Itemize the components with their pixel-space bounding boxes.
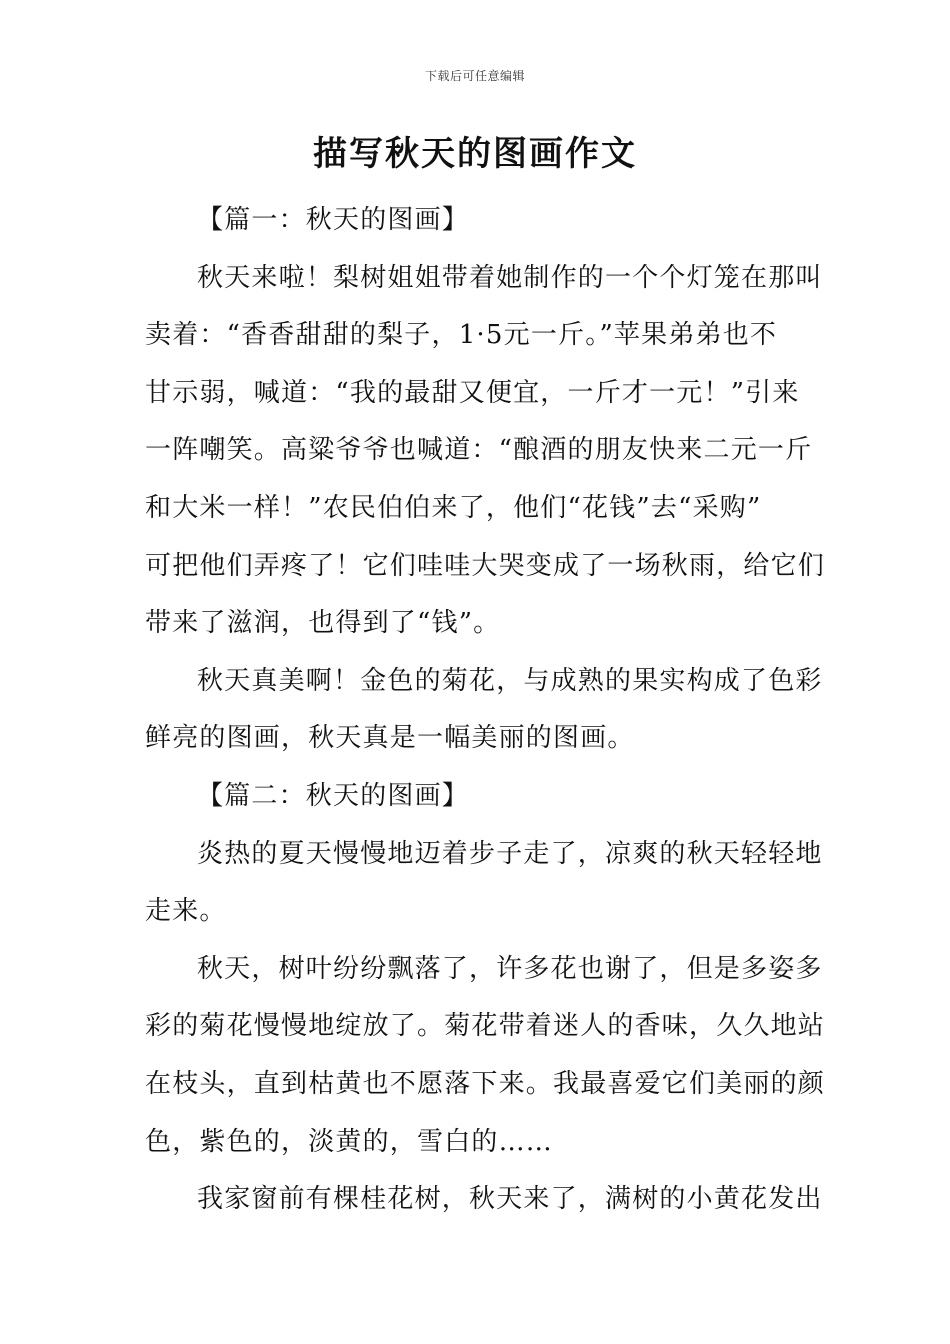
header-note: 下载后可任意编辑 [424, 69, 525, 83]
paragraph-line: 彩的菊花慢慢地绽放了。菊花带着迷人的香味，久久地站 [145, 1011, 826, 1042]
paragraph-line: 走来。 [145, 896, 227, 927]
paragraph-line: 鲜亮的图画，秋天真是一幅美丽的图画。 [145, 723, 635, 754]
paragraph-line: 我家窗前有棵桂花树，秋天来了，满树的小黄花发出 [197, 1184, 823, 1215]
paragraph-line: 带来了滋润，也得到了“钱”。 [145, 608, 501, 639]
paragraph-line: 和大米一样！”农民伯伯来了，他们“花钱”去“采购” [145, 492, 762, 523]
document-body [145, 192, 826, 1229]
paragraph-line: 在枝头，直到枯黄也不愿落下来。我最喜爱它们美丽的颜 [145, 1068, 826, 1099]
paragraph-line: 可把他们弄疼了！它们哇哇大哭变成了一场秋雨，给它们 [145, 550, 826, 581]
paragraph-line: 卖着：“香香甜甜的梨子，1·5元一斤。”苹果弟弟也不 [145, 320, 778, 351]
section-heading: 【篇一：秋天的图画】 [197, 205, 470, 235]
paragraph-line: 秋天真美啊！金色的菊花，与成熟的果实构成了色彩 [197, 665, 823, 696]
document-title: 描写秋天的图画作文 [313, 134, 637, 174]
section-heading: 【篇二：秋天的图画】 [197, 780, 470, 811]
paragraph-line: 一阵嘲笑。高粱爷爷也喊道：“酿酒的朋友快来二元一斤 [145, 435, 813, 466]
paragraph-line: 色，紫色的，淡黄的，雪白的…… [145, 1126, 554, 1157]
paragraph-line: 甘示弱，喊道：“我的最甜又便宜，一斤才一元！”引来 [145, 377, 800, 408]
paragraph-line: 炎热的夏天慢慢地迈着步子走了，凉爽的秋天轻轻地 [197, 838, 823, 869]
paragraph-line: 秋天来啦！梨树姐姐带着她制作的一个个灯笼在那叫 [197, 262, 823, 293]
paragraph-line: 秋天，树叶纷纷飘落了，许多花也谢了，但是多姿多 [197, 953, 823, 984]
